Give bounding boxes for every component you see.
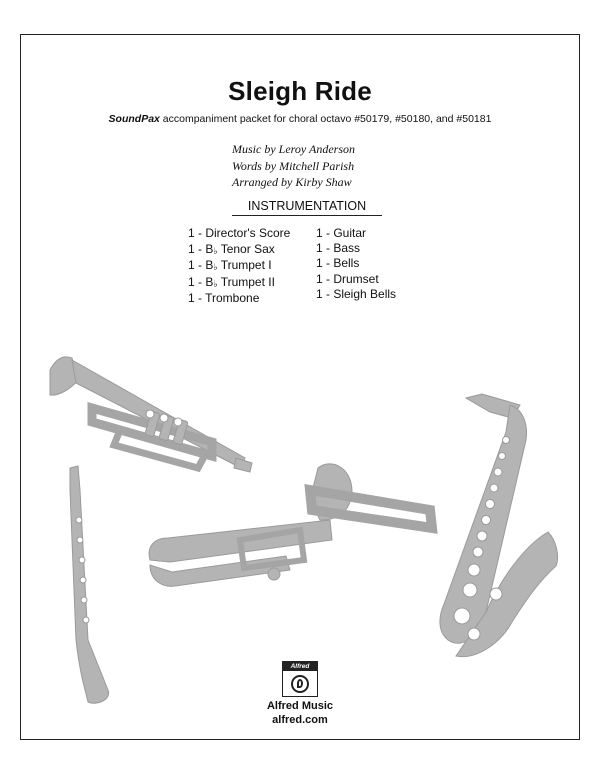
instrument-list-item: 1 - B♭ Tenor Sax — [188, 242, 275, 257]
instrument-list-item: 1 - Drumset — [316, 271, 379, 286]
heading-divider — [232, 215, 382, 216]
soundpax-brand: SoundPax — [108, 113, 160, 125]
instrument-list-item: 1 - B♭ Trumpet I — [188, 258, 272, 273]
instrument-list-item: 1 - B♭ Trumpet II — [188, 274, 275, 289]
subtitle-text: accompaniment packet for choral octavo #50179, #50180, and #50181 — [159, 113, 492, 125]
instrumentation-list-right — [316, 226, 396, 302]
instrumentation-heading: INSTRUMENTATION — [247, 199, 367, 213]
logo-emblem-icon — [291, 675, 309, 693]
flat-symbol: ♭ — [213, 262, 218, 273]
instrument-list-item: 1 - Sleigh Bells — [316, 286, 397, 301]
subtitle — [0, 113, 600, 125]
arranger-credit: Arranged by Kirby Shaw — [232, 175, 352, 189]
words-credit: Words by Mitchell Parish — [232, 158, 355, 173]
flat-symbol: ♭ — [213, 246, 218, 257]
instrument-list-item: 1 - Bass — [316, 241, 361, 256]
publisher-name: Alfred Music — [266, 700, 333, 712]
instrumentation-list-left — [188, 226, 290, 307]
instrument-list-item: 1 - Trombone — [188, 290, 260, 305]
logo-text: Alfred — [283, 662, 317, 671]
flat-symbol: ♭ — [213, 278, 218, 289]
instrument-list-item: 1 - Guitar — [316, 226, 367, 240]
instrument-list-item: 1 - Bells — [316, 256, 360, 271]
credits — [232, 141, 355, 191]
page-title: Sleigh Ride — [228, 76, 372, 106]
instrument-list-item: 1 - Director's Score — [188, 226, 291, 240]
publisher-url[interactable]: alfred.com — [272, 714, 328, 726]
alfred-logo — [282, 661, 318, 697]
cover-frame — [20, 34, 580, 740]
music-credit: Music by Leroy Anderson — [232, 142, 355, 156]
